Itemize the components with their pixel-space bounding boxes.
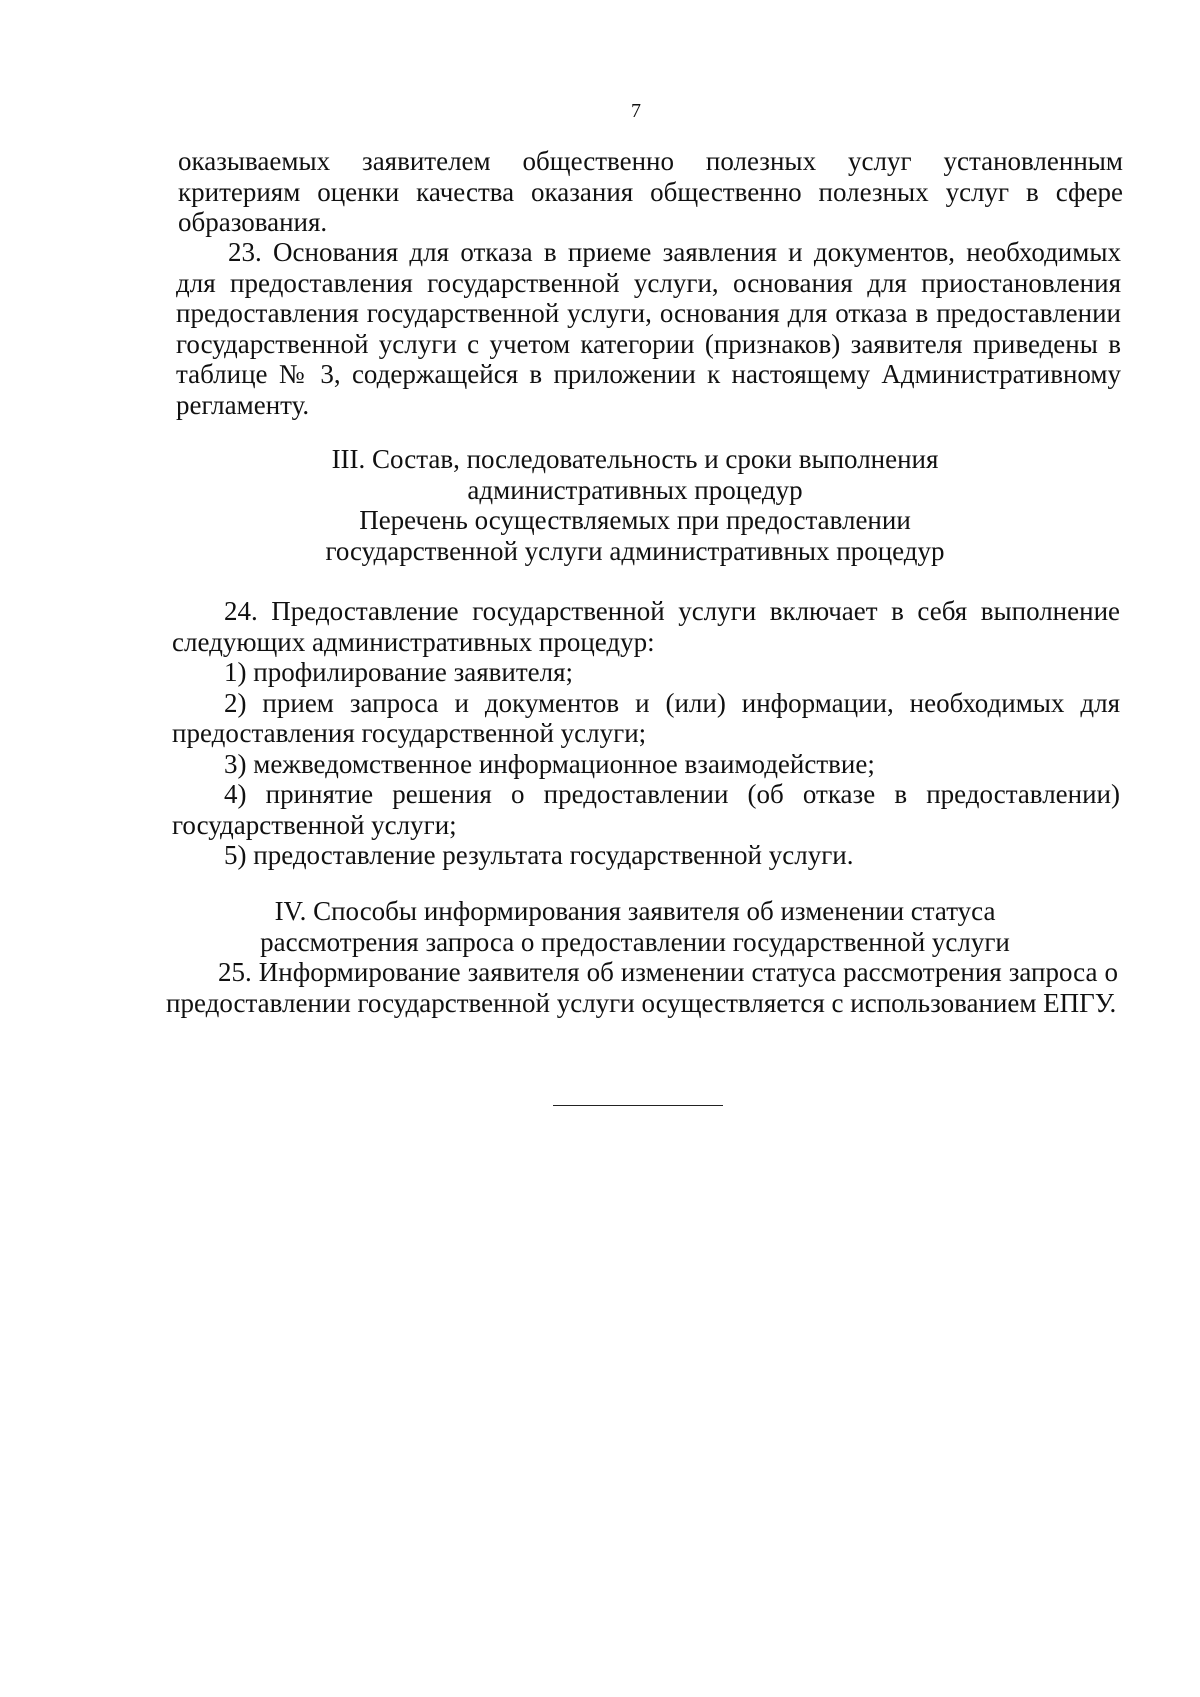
paragraph-25-text: 25. Информирование заявителя об изменении статуса рассмотрения запроса о предоставлении государственной услуги осуществляется с использованием ЕПГУ.	[166, 957, 1118, 1018]
list-item: 5) предоставление результата государственной услуги.	[224, 840, 854, 870]
paragraph-continuation	[178, 146, 1123, 238]
list-item: 4) принятие решения о предоставлении (об отказе в предоставлении) государственной услуги;	[172, 779, 1120, 840]
list-item: 1) профилирование заявителя;	[224, 657, 574, 687]
paragraph-24-intro: 24. Предоставление государственной услуги включает в себя выполнение следующих административных процедур:	[172, 596, 1120, 657]
section-4-heading-line1: IV. Способы информирования заявителя об изменении статуса	[274, 896, 996, 926]
section-3-heading	[0, 444, 1200, 566]
paragraph-25	[166, 957, 1118, 1018]
section-4-heading	[0, 896, 1200, 957]
paragraph-23-text: 23. Основания для отказа в приеме заявления и документов, необходимых для предоставления государственной услуги, основания для приостановления предоставления государственной услуги, основания для отказа в предоставлении государственной услуги с учетом категории (признаков) заявителя приведены в таблице № 3, содержащейся в приложении к настоящему Административному регламенту.	[176, 237, 1121, 420]
section-3-heading-line3: Перечень осуществляемых при предоставлении	[359, 505, 911, 535]
paragraph-23	[176, 237, 1121, 420]
end-of-text-rule	[553, 1105, 723, 1106]
paragraph-continuation-text: оказываемых заявителем общественно полезных услуг установленным критериям оценки качества оказания общественно полезных услуг в сфере образования.	[178, 146, 1123, 237]
section-3-heading-line1: III. Состав, последовательность и сроки выполнения	[331, 444, 939, 474]
list-item: 2) прием запроса и документов и (или) информации, необходимых для предоставления государственной услуги;	[172, 687, 1120, 748]
section-3-heading-line4: государственной услуги административных процедур	[325, 535, 945, 566]
paragraph-24	[172, 596, 1120, 871]
list-item: 3) межведомственное информационное взаимодействие;	[224, 748, 875, 779]
section-3-heading-line2: административных процедур	[467, 474, 803, 505]
section-4-heading-line2: рассмотрения запроса о предоставлении государственной услуги	[260, 926, 1010, 957]
page-number: 7	[631, 100, 641, 122]
